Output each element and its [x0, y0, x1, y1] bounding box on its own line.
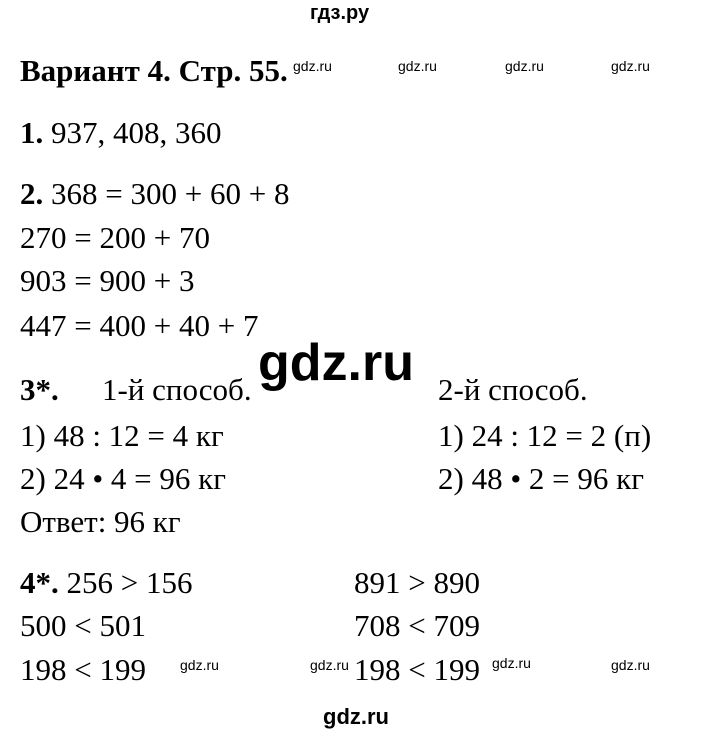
task-line: 270 = 200 + 70 — [20, 220, 210, 255]
task-2-first — [20, 178, 289, 209]
watermark-small: gdz.ru — [611, 657, 650, 673]
watermark-small: gdz.ru — [180, 657, 219, 673]
task-number: 4*. — [20, 565, 59, 600]
watermark-small: gdz.ru — [398, 58, 437, 74]
comparison: 256 > 156 — [66, 565, 193, 600]
watermark-small: gdz.ru — [492, 655, 531, 671]
task-3-answer: Ответ: 96 кг — [20, 504, 181, 539]
watermark-big: gdz.ru — [258, 334, 414, 392]
watermark-small: gdz.ru — [505, 58, 544, 74]
watermark-bottom: gdz.ru — [323, 704, 389, 729]
task-line: 447 = 400 + 40 + 7 — [20, 308, 259, 343]
task-line: 903 = 900 + 3 — [20, 263, 195, 298]
watermark-small: gdz.ru — [310, 657, 349, 673]
method-2-title: 2-й способ. — [438, 372, 588, 407]
method-2-step-2: 2) 48 • 2 = 96 кг — [438, 461, 644, 496]
comparison: 708 < 709 — [354, 608, 480, 643]
task-number: 1. — [20, 115, 44, 150]
task-number: 2. — [20, 176, 44, 211]
task-line: 368 = 300 + 60 + 8 — [51, 176, 290, 211]
comparison: 198 < 199 — [354, 652, 480, 687]
comparison: 198 < 199 — [20, 652, 146, 687]
task-number: 3*. — [20, 372, 59, 407]
comparison: 500 < 501 — [20, 608, 146, 643]
method-1-title: 1-й способ. — [102, 372, 252, 407]
task-text: 937, 408, 360 — [51, 115, 222, 150]
watermark-small: gdz.ru — [293, 58, 332, 74]
task-4-left-1 — [20, 567, 192, 598]
task-1 — [20, 117, 222, 148]
method-2-step-1: 1) 24 : 12 = 2 (п) — [438, 418, 652, 453]
comparison: 891 > 890 — [354, 565, 480, 600]
page-title: Вариант 4. Стр. 55. — [20, 53, 288, 88]
method-1-step-2: 2) 24 • 4 = 96 кг — [20, 461, 226, 496]
watermark-small: gdz.ru — [611, 58, 650, 74]
method-1-step-1: 1) 48 : 12 = 4 кг — [20, 418, 224, 453]
site-header: гдз.ру — [310, 2, 370, 24]
